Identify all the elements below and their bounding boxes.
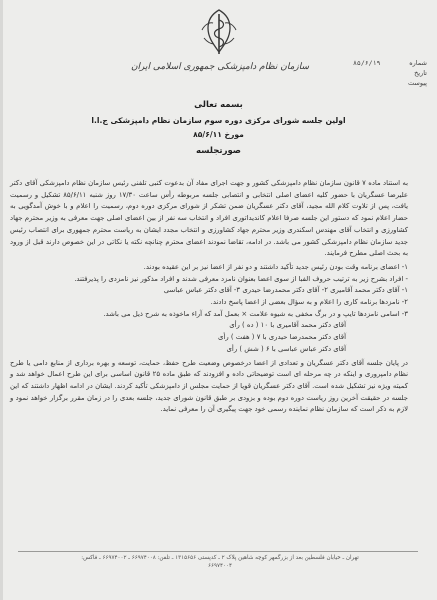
ref-number-value: ۸۵/۶/۱۹ xyxy=(353,59,381,67)
vote-result-row: آقای دکتر محمد آقامیری با ۱۰ ( ده ) رأی xyxy=(229,321,346,330)
closing-paragraph: در پایان جلسه آقای دکتر عسگریان و تعدادی از اعضا درخصوص وضعیت طرح حفظ، حمایت، توسعه و بهره برداری از منابع دامی یا طرح نظام دامپروری و اینکه در چه مرحله ای است توضیحاتی داده و افزودند که طبق ماده ۲۵ قانون اساسی برای این طرح اعمال خواهد شد و کمیته ویژه نیز تشکیل شده است. آقای دکتر عسگریان قویا از حمایت مجلس از دامپزشکی تأکید کردند. ایشان در ادامه اظهار داشتند که این جلسه در حقیقت آخرین روز ریاست دوره دوم بوده و بزودی بر طبق قانون شورای جدید، جلسه بعدی را در زمان مقرر برگزار خواهد نمود و لازم به ذکر است که سازمان نظام نماینده رسمی خود جهت پیگیری آن را معرفی نماید. xyxy=(10,358,408,414)
document-headings xyxy=(80,100,357,156)
footer-address: تهران ـ خیابان فلسطین بعد از بزرگمهر کوچه شاهین پلاک ۲ ـ کدپستی ۱۳۱۵۶۵۶ ـ تلفن: ۶۶۹۷۴۰۰۸ ـ ۶۶۹۷۴۰۰۲ ـ فاکس: ۶۶۹۷۴۰۰۴ xyxy=(81,555,359,569)
meeting-date: مورخ ۸۵/۶/۱۱ xyxy=(193,130,244,139)
basmala-heading: بسمه تعالی xyxy=(194,100,243,110)
note-paragraph: ۱- اعضای برنامه وقت بودن رئیس جدید تأکید داشتند و دو نفر از اعضا نیز بر این عقیده بودند. xyxy=(143,262,408,271)
intro-paragraph: به استناد ماده ۷ قانون سازمان نظام دامپزشکی کشور و جهت اجرای مفاد آن بدعوت کتبی تلفنی رئیس سازمان نظام دامپزشکی آقای دکتر علیرضا عسگریان با حضور کلیه اعضای اصلی انتخابی و انتصابی جلسه مربوطه رأس ساعت ۱۷/۳۰ روز شنبه ۸۵/۶/۱۱ تشکیل و رسمیت یافت، پس از تلاوت کلام الله مجید، آقای دکتر عسگریان ضمن تشکر از شورای مرکزی دوره دوم، رسمیت را اعلام و با خوش آمدگویی به حضار اعلام نمود که دستور این جلسه صرفا اعلام کاندیداتوری افراد و انتخاب سه نفر از بین اعضای اصلی جهت معرفی به وزیر محترم جهاد کشاورزی و انتخاب آقای مهندس اسکندری وزیر محترم جهاد کشاورزی و انتخاب مجدد ایشان به ریاست محترم جمهوری برای انتصاب رئیس جدید سازمان نظام دامپزشکی کشور می باشد. در ادامه، تقاضا نمودند اعضای محترم چنانچه نکته یا نکاتی در این خصوص دارند قبل از ورود به بحث اصلی مطرح فرمایند. xyxy=(10,179,408,258)
ref-number-row xyxy=(353,58,427,68)
minutes-subtitle: صورتجلسه xyxy=(195,146,242,156)
vote-result-row: آقای دکتر محمدرضا حیدری با ۷ ( هفت ) رأی xyxy=(218,333,346,342)
organization-emblem-icon xyxy=(196,8,242,58)
ref-attachment-row xyxy=(353,78,427,88)
scan-edge xyxy=(0,0,3,600)
ref-date-row xyxy=(353,68,427,78)
agenda-item: ۱- آقای دکتر محمد آقامیری ۲- آقای دکتر محمدرضا حیدری ۳- آقای دکتر عباس عباسی xyxy=(163,286,408,295)
ref-date-label: تاریخ xyxy=(414,69,427,77)
reference-block xyxy=(353,58,427,88)
footer-divider xyxy=(18,551,418,552)
agenda-item: ۲- نامزدها برنامه کاری را اعلام و به سؤال بعضی از اعضا پاسخ دادند. xyxy=(210,298,408,307)
agenda-item: - افراد بشرح زیر به ترتیب حروف الفبا از سوی اعضا بعنوان نامزد معرفی شدند و افراد مذکور نیز نامزدی را پذیرفتند. xyxy=(74,274,408,283)
minutes-body xyxy=(10,178,408,416)
ref-number-label: شماره xyxy=(409,59,427,67)
vote-result-row: آقای دکتر عباس عباسی با ۶ ( شش ) رأی xyxy=(226,344,346,353)
agenda-item: ۳- اسامی نامزدها تایپ و در برگ مخفی به شیوه علامت × بعمل آمد که آراء ماخوذه به شرح ذیل می باشد. xyxy=(103,309,408,318)
meeting-title: اولین جلسه شورای مرکزی دوره سوم سازمان نظام دامپزشکی ج.ا.ا xyxy=(91,116,346,125)
organization-name: سازمان نظام دامپزشکی جمهوری اسلامی ایران xyxy=(130,62,310,72)
vote-results xyxy=(10,320,408,355)
ref-attachment-label: پیوست xyxy=(408,79,427,87)
